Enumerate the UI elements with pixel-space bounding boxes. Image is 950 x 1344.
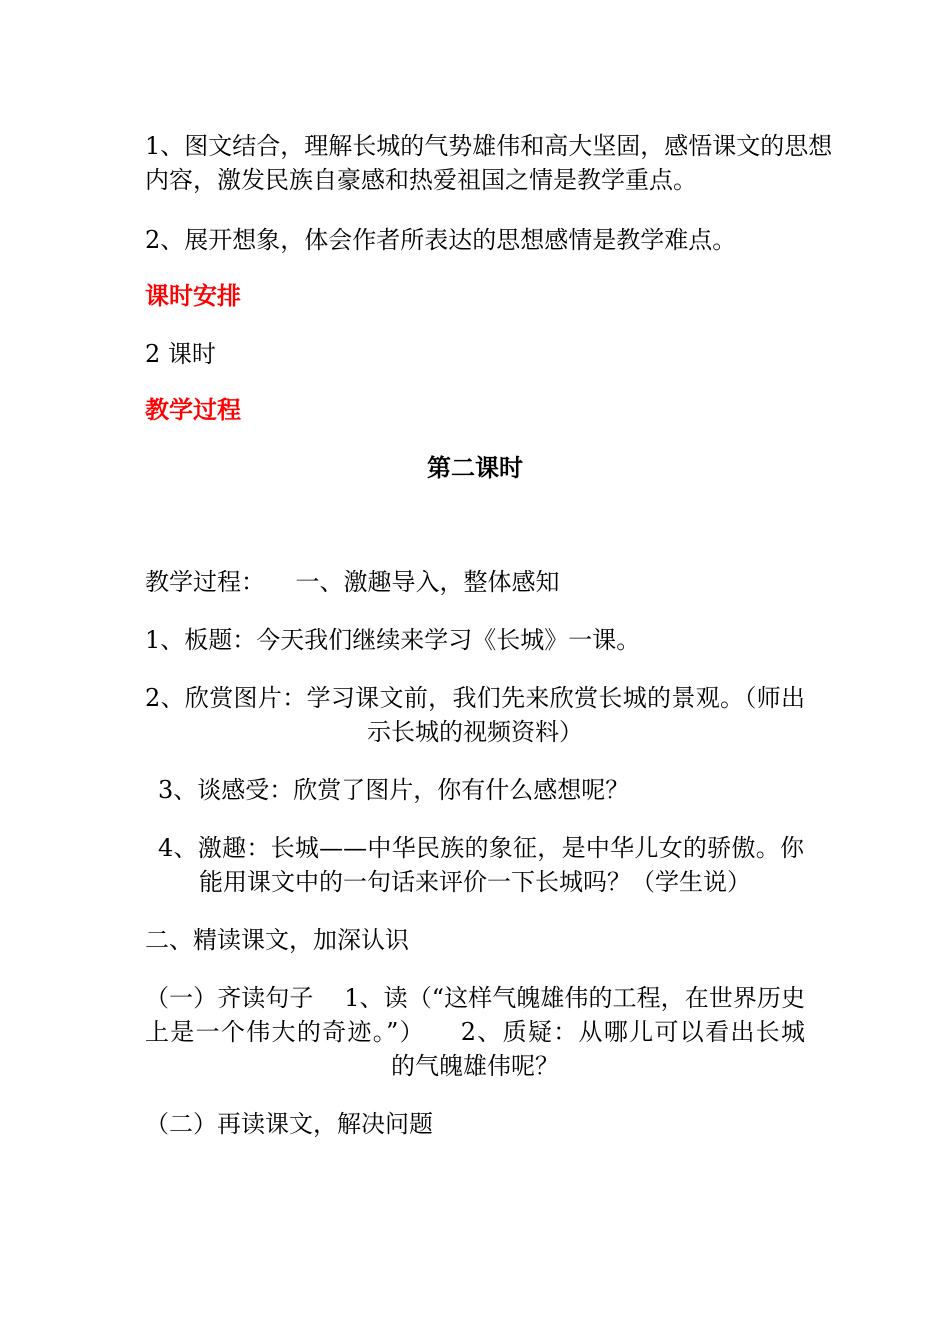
step-4-line-2: 能用课文中的一句话来评价一下长城吗？（学生说） — [199, 868, 751, 896]
section-2-heading: 二、精读课文，加深认识 — [145, 926, 409, 954]
step-3: 3、谈感受：欣赏了图片，你有什么感想呢？ — [158, 776, 630, 804]
schedule-heading: 课时安排 — [145, 282, 241, 310]
sub-1-line-1: （一）齐读句子 1、读（“这样气魄雄伟的工程，在世界历史 — [145, 984, 805, 1012]
step-4-line-1: 4、激趣：长城——中华民族的象征，是中华儿女的骄傲。你 — [158, 834, 804, 862]
step-2-line-2: 示长城的视频资料） — [367, 718, 583, 746]
sub-1-line-3: 的气魄雄伟呢？ — [391, 1052, 559, 1080]
step-2-line-1: 2、欣赏图片：学习课文前，我们先来欣赏长城的景观。（师出 — [145, 684, 805, 712]
difficulty-item-1-line-1: 1、图文结合，理解长城的气势雄伟和高大坚固，感悟课文的思想 — [145, 132, 833, 160]
lesson-title: 第二课时 — [427, 454, 523, 482]
sub-2-heading: （二）再读课文，解决问题 — [145, 1110, 433, 1138]
process-intro-line: 教学过程： 一、激趣导入，整体感知 — [145, 568, 560, 596]
difficulty-item-1-line-2: 内容，激发民族自豪感和热爱祖国之情是教学重点。 — [145, 166, 697, 194]
sub-1-line-2: 上是一个伟大的奇迹。”） 2、质疑：从哪儿可以看出长城 — [145, 1018, 805, 1046]
difficulty-item-2: 2、展开想象，体会作者所表达的思想感情是教学难点。 — [145, 226, 737, 254]
step-1: 1、板题：今天我们继续来学习《长城》一课。 — [145, 626, 641, 654]
schedule-value: 2 课时 — [145, 340, 216, 368]
process-heading: 教学过程 — [145, 396, 241, 424]
